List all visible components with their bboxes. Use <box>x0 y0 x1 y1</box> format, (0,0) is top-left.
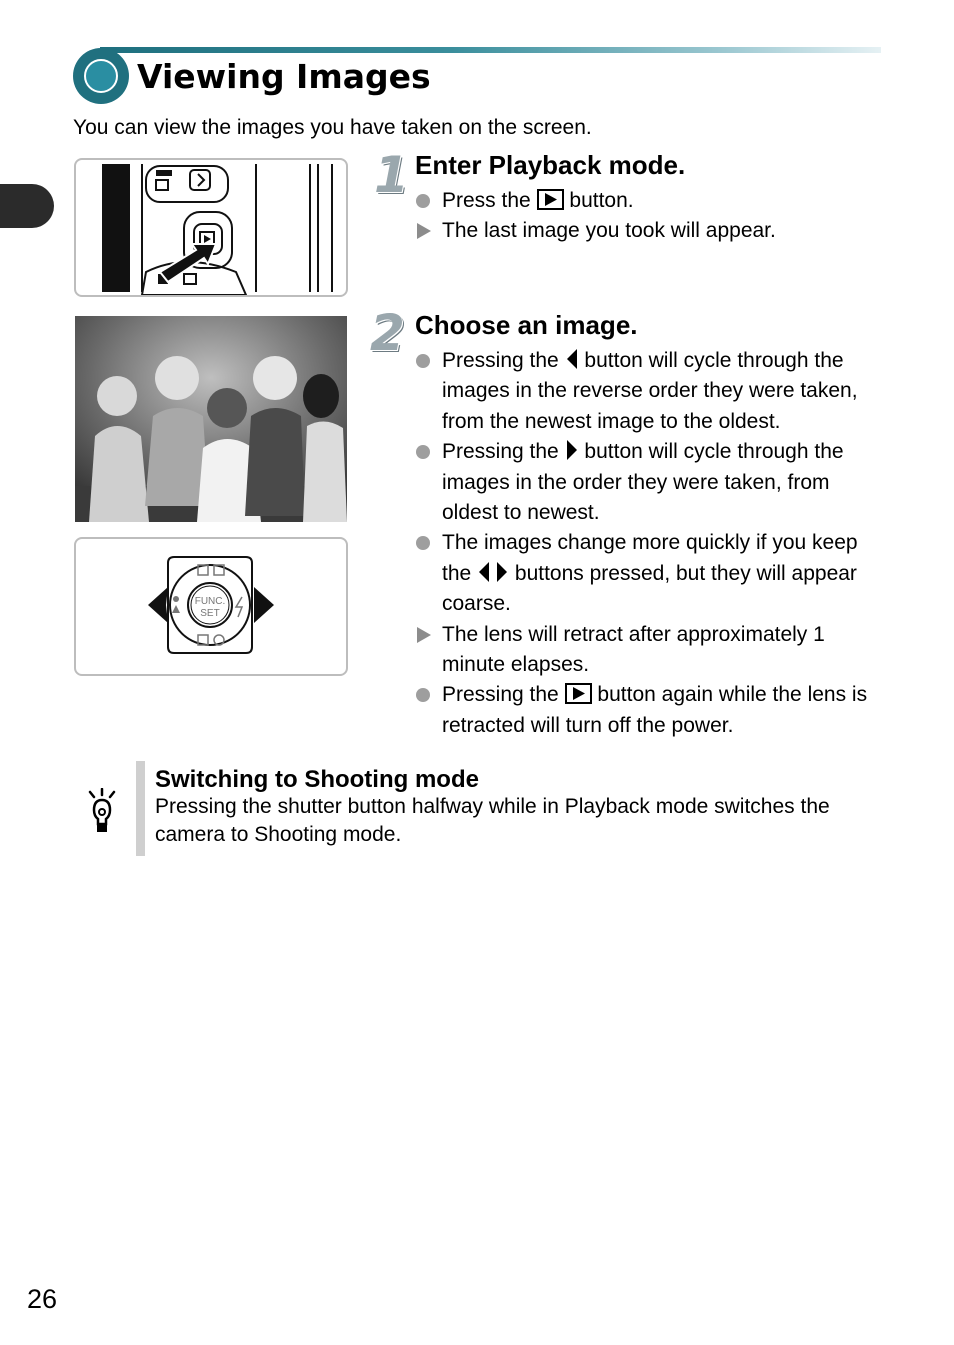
chapter-tab <box>0 184 54 228</box>
sample-photo-image <box>75 316 347 522</box>
left-arrow-icon <box>565 348 579 370</box>
step-number: 2 <box>370 304 405 362</box>
step-title: Choose an image. <box>415 310 638 340</box>
lightbulb-icon <box>86 788 118 834</box>
list-item: The lens will retract after approximately 1 minute elapses. <box>415 620 885 681</box>
note-bar <box>136 761 145 856</box>
page-number: 26 <box>27 1284 58 1314</box>
list-item: The images change more quickly if you keep the buttons pressed, but they will appear coarse. <box>415 528 885 619</box>
step-items <box>415 346 885 741</box>
left-right-arrows-icon <box>477 561 509 583</box>
control-dial-illustration <box>74 537 348 676</box>
note-title: Switching to Shooting mode <box>155 766 479 793</box>
bullet-dot-icon <box>415 528 435 558</box>
step-number: 1 <box>374 146 409 204</box>
bullet-dot-icon <box>415 186 435 216</box>
note-text: Pressing the shutter button halfway while in Playback mode switches the camera to Shooting mode. <box>155 795 830 846</box>
step-items <box>415 186 885 247</box>
list-item: Pressing the button will cycle through the images in the order they were taken, from oldest to newest. <box>415 437 885 528</box>
dial-center-label-bottom: SET <box>200 608 220 619</box>
page-title: Viewing Images <box>137 57 431 96</box>
bullet-dot-icon <box>415 346 435 376</box>
list-item: Pressing the button again while the lens is retracted will turn off the power. <box>415 680 885 741</box>
dial-center-label-top: FUNC. <box>194 596 226 607</box>
bullet-dot-icon <box>415 437 435 467</box>
list-item: Press the button. <box>415 186 885 216</box>
right-arrow-icon <box>565 439 579 461</box>
list-item: Pressing the button will cycle through the images in the reverse order they were taken, from the newest image to the oldest. <box>415 346 885 437</box>
playback-icon <box>565 683 592 704</box>
step-title: Enter Playback mode. <box>415 150 686 180</box>
section-circle-icon <box>73 48 129 104</box>
camera-back-illustration <box>74 158 348 297</box>
bullet-arrow-icon <box>415 620 435 650</box>
title-rule <box>100 47 881 53</box>
list-item: The last image you took will appear. <box>415 216 885 246</box>
intro-text: You can view the images you have taken on the screen. <box>73 116 592 139</box>
bullet-arrow-icon <box>415 216 435 246</box>
playback-icon <box>537 189 564 210</box>
bullet-dot-icon <box>415 680 435 710</box>
